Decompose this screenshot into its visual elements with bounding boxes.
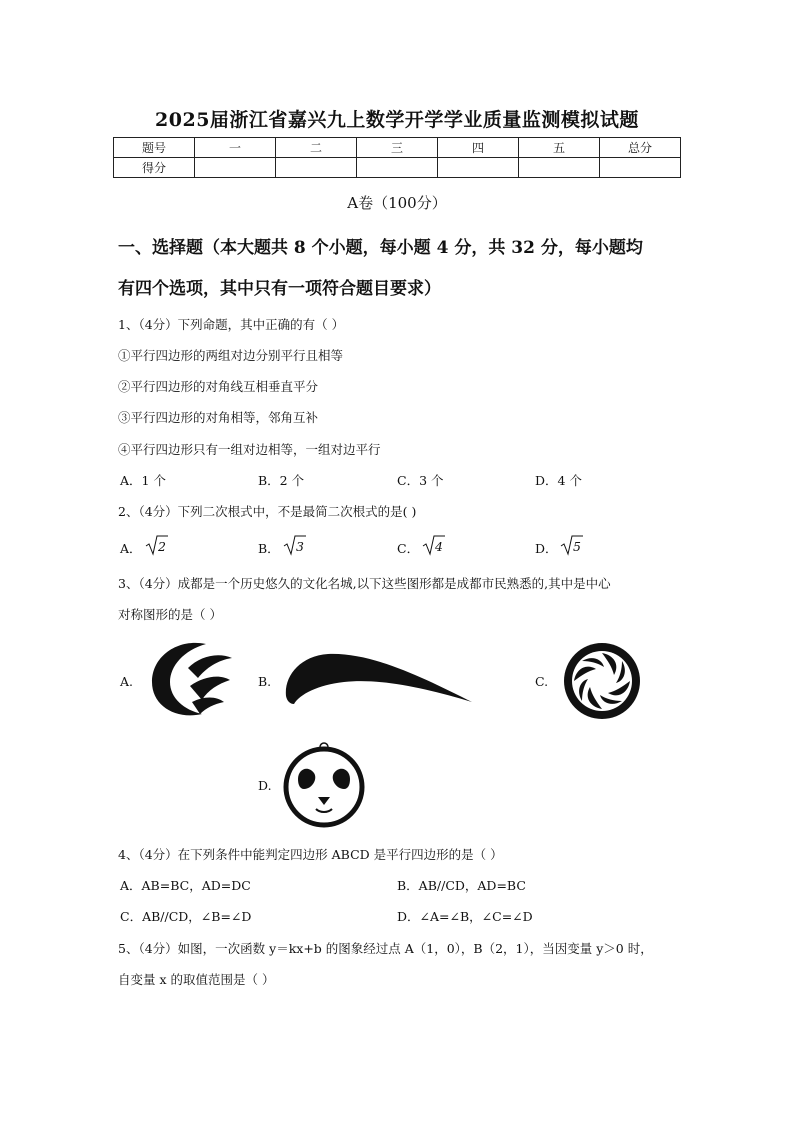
q3-option-b-letter: B. bbox=[258, 674, 272, 689]
score-cell bbox=[519, 158, 600, 178]
q2-option-d-letter: D． bbox=[535, 541, 558, 556]
q1-statement: ③平行四边形的对角相等，邻角互补 bbox=[118, 410, 319, 425]
q5-stem-line1: 5、（4分）如图，一次函数 y＝kx+b 的图象经过点 A（1，0），B（2，1），当因变量 y＞0 时， bbox=[118, 941, 653, 956]
q2-option-a-letter: A． bbox=[120, 541, 142, 556]
q2-radicand-d: 5 bbox=[573, 539, 581, 554]
score-cell bbox=[438, 158, 519, 178]
q4-option-c: C．AB//CD，∠B=∠D bbox=[120, 909, 252, 924]
q2-option-c-letter: C． bbox=[397, 541, 420, 556]
volume-heading: A卷（100分） bbox=[347, 194, 447, 212]
panda-face-icon bbox=[282, 739, 366, 827]
score-header-cell: 一 bbox=[195, 138, 276, 158]
q2-stem: 2、（4分）下列二次根式中，不是最简二次根式的是( ) bbox=[118, 504, 417, 519]
exam-title: 2025届浙江省嘉兴九上数学开学学业质量监测模拟试题 bbox=[155, 109, 639, 131]
q5-stem-line2: 自变量 x 的取值范围是（ ） bbox=[118, 972, 275, 987]
score-header-cell: 三 bbox=[357, 138, 438, 158]
score-header-cell: 二 bbox=[276, 138, 357, 158]
score-header-cell: 五 bbox=[519, 138, 600, 158]
section-heading-line2: 有四个选项，其中只有一项符合题目要求） bbox=[118, 279, 441, 299]
q3-option-a-letter: A. bbox=[120, 674, 134, 689]
q4-stem: 4、（4分）在下列条件中能判定四边形 ABCD 是平行四边形的是（ ） bbox=[118, 847, 503, 862]
score-table bbox=[113, 137, 681, 178]
q2-radicand-c: 4 bbox=[435, 539, 443, 554]
q2-option-b-letter: B． bbox=[258, 541, 280, 556]
q1-option-c: C．3 个 bbox=[397, 473, 444, 488]
q4-option-b: B．AB//CD，AD=BC bbox=[397, 878, 526, 893]
sun-bird-emblem-icon bbox=[562, 641, 642, 721]
swoosh-shape-icon bbox=[284, 650, 474, 706]
q1-option-b: B．2 个 bbox=[258, 473, 305, 488]
q2-radicand-a: 2 bbox=[158, 539, 166, 554]
q3-option-c-letter: C. bbox=[535, 674, 549, 689]
q3-stem-line1: 3、（4分）成都是一个历史悠久的文化名城,以下这些图形都是成都市民熟悉的,其中是中心 bbox=[118, 576, 611, 591]
q1-statement: ④平行四边形只有一组对边相等，一组对边平行 bbox=[118, 442, 381, 457]
crescent-logo-icon bbox=[148, 638, 234, 720]
q4-option-a: A．AB=BC，AD=DC bbox=[120, 878, 251, 893]
score-header-cell: 题号 bbox=[114, 138, 195, 158]
score-header-cell: 总分 bbox=[600, 138, 681, 158]
score-table-score-row bbox=[114, 158, 681, 178]
score-cell bbox=[276, 158, 357, 178]
score-table-header-row bbox=[114, 138, 681, 158]
q1-stem: 1、（4分）下列命题，其中正确的有（ ） bbox=[118, 317, 345, 332]
score-cell bbox=[600, 158, 681, 178]
q1-statement: ①平行四边形的两组对边分别平行且相等 bbox=[118, 348, 344, 363]
score-cell bbox=[357, 158, 438, 178]
section-heading-line1: 一、选择题（本大题共 8 个小题，每小题 4 分，共 32 分，每小题均 bbox=[118, 238, 643, 258]
score-header-cell: 四 bbox=[438, 138, 519, 158]
q1-option-d: D．4 个 bbox=[535, 473, 582, 488]
q4-option-d: D．∠A=∠B，∠C=∠D bbox=[397, 909, 533, 924]
score-cell bbox=[195, 158, 276, 178]
score-row-label: 得分 bbox=[114, 158, 195, 178]
q3-stem-line2: 对称图形的是（ ） bbox=[118, 607, 222, 622]
q1-option-a: A．1 个 bbox=[120, 473, 166, 488]
q2-radicand-b: 3 bbox=[296, 539, 304, 554]
q3-option-d-letter: D. bbox=[258, 778, 272, 793]
q1-statement: ②平行四边形的对角线互相垂直平分 bbox=[118, 379, 319, 394]
